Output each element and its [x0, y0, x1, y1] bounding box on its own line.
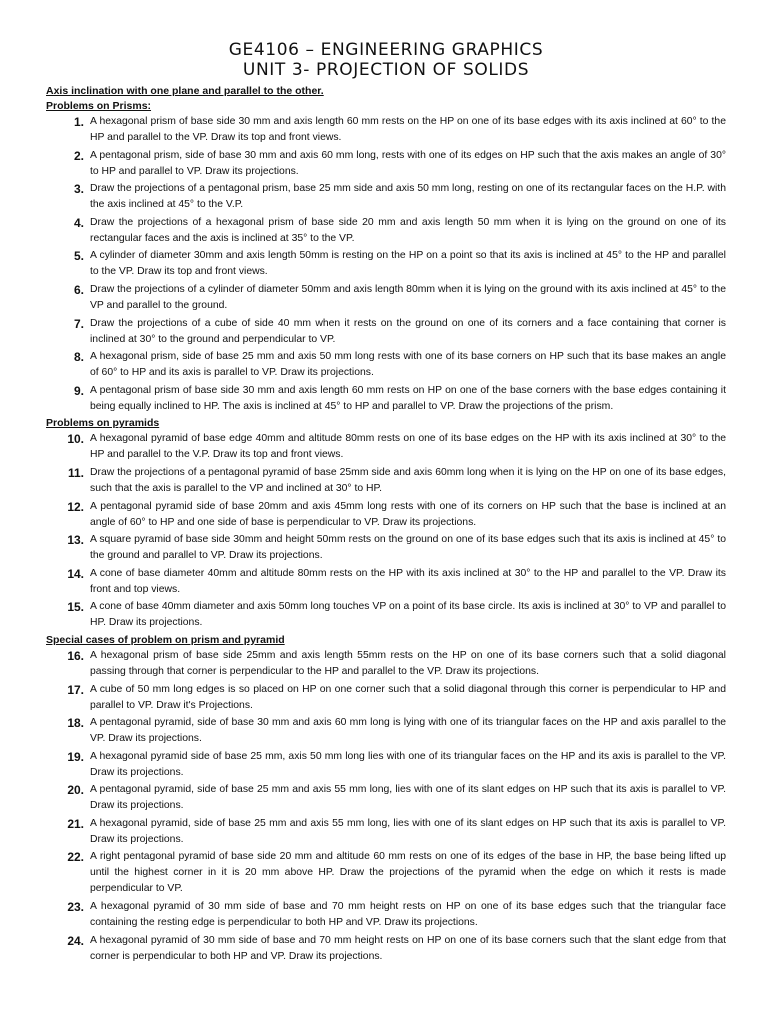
- problem-text: A hexagonal pyramid, side of base 25 mm and axis 55 mm long, lies with one of its slant edges on HP such that its axis is parallel to VP. Draw its projections.: [90, 817, 726, 845]
- problem-number: 16.: [67, 648, 84, 663]
- problem-number: 5.: [73, 249, 84, 264]
- problem-item: [46, 749, 726, 781]
- problem-text: A pentagonal pyramid side of base 20mm and axis 45mm long rests with one of its corners on HP such that the base is inclined at an angle of 60° to HP and one side of base is perpendicular to VP. Draw its projections.: [90, 500, 726, 528]
- problem-text: A pentagonal pyramid, side of base 25 mm and axis 55 mm long, lies with one of its slant edges on HP such that its axis is parallel to VP. Draw its projections.: [90, 784, 726, 812]
- problem-text: A pentagonal prism, side of base 30 mm and axis 60 mm long, rests with one of its edges on HP such that the axis makes an angle of 30° to HP and parallel to VP. Draw its projections.: [90, 149, 726, 177]
- problem-number: 24.: [67, 933, 84, 948]
- problem-text: A pentagonal pyramid, side of base 30 mm and axis 60 mm long is lying with one of its triangular faces on the HP and axis parallel to the VP. Draw its projections.: [90, 717, 726, 745]
- problem-item: [46, 316, 726, 348]
- course-title: GE4106 – ENGINEERING GRAPHICS: [228, 40, 544, 60]
- problem-text: A cone of base diameter 40mm and altitude 80mm rests on the HP with its axis inclined at 30° to the HP and parallel to the VP. Draw its front and top views.: [90, 567, 726, 595]
- problem-item: [46, 532, 726, 564]
- section-heading-special-cases: Special cases of problem on prism and pyramid: [46, 633, 285, 646]
- intro-heading: Axis inclination with one plane and parallel to the other.: [46, 85, 324, 97]
- problem-item: [46, 282, 726, 314]
- problem-number: 20.: [67, 783, 84, 798]
- problem-number: 2.: [73, 148, 84, 163]
- problem-text: A hexagonal prism, side of base 25 mm and axis 50 mm long rests with one of its base corners on HP such that its base makes an angle of 60° to HP and its axis is parallel to VP. Draw its projections.: [90, 351, 726, 379]
- problem-text: Draw the projections of a cylinder of diameter 50mm and axis length 80mm when it is lying on the ground with its axis inclined at 45° to the VP and parallel to the ground.: [90, 283, 726, 311]
- section-heading-pyramids: Problems on pyramids: [46, 417, 160, 430]
- problem-number: 21.: [67, 816, 84, 831]
- problem-item: [46, 715, 726, 747]
- problem-item: [46, 782, 726, 814]
- problem-number: 4.: [73, 215, 84, 230]
- problem-text: A hexagonal prism of base side 30 mm and axis length 60 mm rests on the HP on one of its base edges with its axis inclined at 60° to the HP and parallel to the VP. Draw its top and front views.: [90, 116, 726, 143]
- problem-list-special-cases: [46, 648, 726, 965]
- problem-text: A hexagonal pyramid side of base 25 mm, axis 50 mm long lies with one of its triangular faces on the HP and its axis is parallel to the VP. Draw its projections.: [90, 750, 726, 778]
- problem-number: 15.: [67, 600, 84, 615]
- problem-text: A pentagonal prism of base side 30 mm and axis length 60 mm rests on HP on one of the base corners with the base edges containing it being equally inclined to HP. The axis is inclined at 45° to HP and parallel to VP. Draw the projections of the prism.: [90, 384, 726, 412]
- problem-number: 8.: [73, 350, 84, 365]
- problem-number: 17.: [67, 682, 84, 697]
- problem-item: [46, 599, 726, 631]
- document-page: [46, 40, 726, 966]
- problem-text: A hexagonal pyramid of base edge 40mm and altitude 80mm rests on one of its base edges on the HP with its axis inclined at 30° to the HP and parallel to the V.P. Draw its top and front views.: [90, 433, 726, 461]
- problem-text: A right pentagonal pyramid of base side 20 mm and altitude 60 mm rests on one of its edges of the base in HP, the base being lifted up until the highest corner in it is 20 mm above HP. Draw the projections of the pyramid when the edge on which it rests is made perpendicular to VP.: [90, 851, 726, 895]
- problem-number: 7.: [73, 316, 84, 331]
- problem-number: 22.: [67, 850, 84, 865]
- problem-item: [46, 933, 726, 965]
- problem-number: 1.: [73, 115, 84, 129]
- problem-number: 14.: [67, 566, 84, 581]
- problem-item: [46, 383, 726, 415]
- unit-title: UNIT 3- PROJECTION OF SOLIDS: [242, 60, 530, 80]
- problem-item: [46, 349, 726, 381]
- problem-item: [46, 849, 726, 897]
- problem-number: 19.: [67, 749, 84, 764]
- problem-number: 10.: [67, 432, 84, 447]
- problem-text: A hexagonal pyramid of 30 mm side of base and 70 mm height rests on HP on one of its base corners such that the slant edge from that corner is perpendicular to both HP and VP. Draw its projections.: [90, 934, 726, 962]
- problem-item: [46, 566, 726, 598]
- problem-text: A cube of 50 mm long edges is so placed on HP on one corner such that a solid diagonal through this corner is perpendicular to HP and parallel to VP. Draw it's Projections.: [90, 683, 726, 711]
- problem-item: [46, 181, 726, 213]
- problem-text: A hexagonal pyramid of 30 mm side of base and 70 mm height rests on HP on one of its base edges such that the triangular face containing the resting edge is perpendicular to both HP and VP. Draw its projections.: [90, 901, 726, 929]
- problem-list-prisms: [46, 114, 726, 415]
- problem-number: 11.: [67, 465, 84, 480]
- problem-number: 9.: [73, 383, 84, 398]
- problem-text: Draw the projections of a hexagonal prism of base side 20 mm and axis length 50 mm when it is lying on the ground on one of its rectangular faces and the axis is inclined at 35° to the VP.: [90, 216, 726, 244]
- problem-item: [46, 114, 726, 146]
- problem-number: 13.: [67, 533, 84, 548]
- problem-text: Draw the projections of a cube of side 40 mm when it rests on the ground on one of its corners and a face containing that corner is inclined at 30° to the ground and perpendicular to VP.: [90, 317, 726, 345]
- problem-text: A square pyramid of base side 30mm and height 50mm rests on the ground on one of its base edges such that its axis is inclined at 45° to the ground and parallel to VP. Draw its projections.: [90, 534, 726, 562]
- problem-list-pyramids: [46, 431, 726, 631]
- section-heading-prisms: Problems on Prisms:: [46, 100, 152, 112]
- problem-number: 6.: [73, 282, 84, 297]
- problem-item: [46, 248, 726, 280]
- problem-number: 23.: [67, 900, 84, 915]
- problem-text: Draw the projections of a pentagonal pyramid of base 25mm side and axis 60mm long when it is lying on the HP on one of its base edges, such that the axis is parallel to the VP and inclined at 30° to HP.: [90, 466, 726, 494]
- problem-item: [46, 899, 726, 931]
- problem-text: A cone of base 40mm diameter and axis 50mm long touches VP on a point of its base circle. Its axis is inclined at 30° to VP and parallel to HP. Draw its projections.: [90, 601, 726, 629]
- problem-item: [46, 499, 726, 531]
- problem-text: A cylinder of diameter 30mm and axis length 50mm is resting on the HP on a point so that its axis is inclined at 45° to the HP and parallel to the VP. Draw its top and front views.: [90, 250, 726, 278]
- problem-item: [46, 215, 726, 247]
- problem-number: 3.: [73, 182, 84, 197]
- problem-text: Draw the projections of a pentagonal prism, base 25 mm side and axis 50 mm long, resting on one of its rectangular faces on the H.P. with the axis inclined at 45° to the V.P.: [90, 183, 726, 211]
- problem-text: A hexagonal prism of base side 25mm and axis length 55mm rests on the HP on one of its base corners such that a solid diagonal passing through that corner is perpendicular to the HP and parallel to the VP. Draw its projections.: [90, 649, 726, 677]
- problem-number: 12.: [67, 499, 84, 514]
- problem-item: [46, 816, 726, 848]
- problem-item: [46, 465, 726, 497]
- problem-item: [46, 148, 726, 180]
- problem-number: 18.: [67, 716, 84, 731]
- title-block: [46, 40, 726, 80]
- problem-item: [46, 648, 726, 680]
- problem-item: [46, 431, 726, 463]
- problem-item: [46, 682, 726, 714]
